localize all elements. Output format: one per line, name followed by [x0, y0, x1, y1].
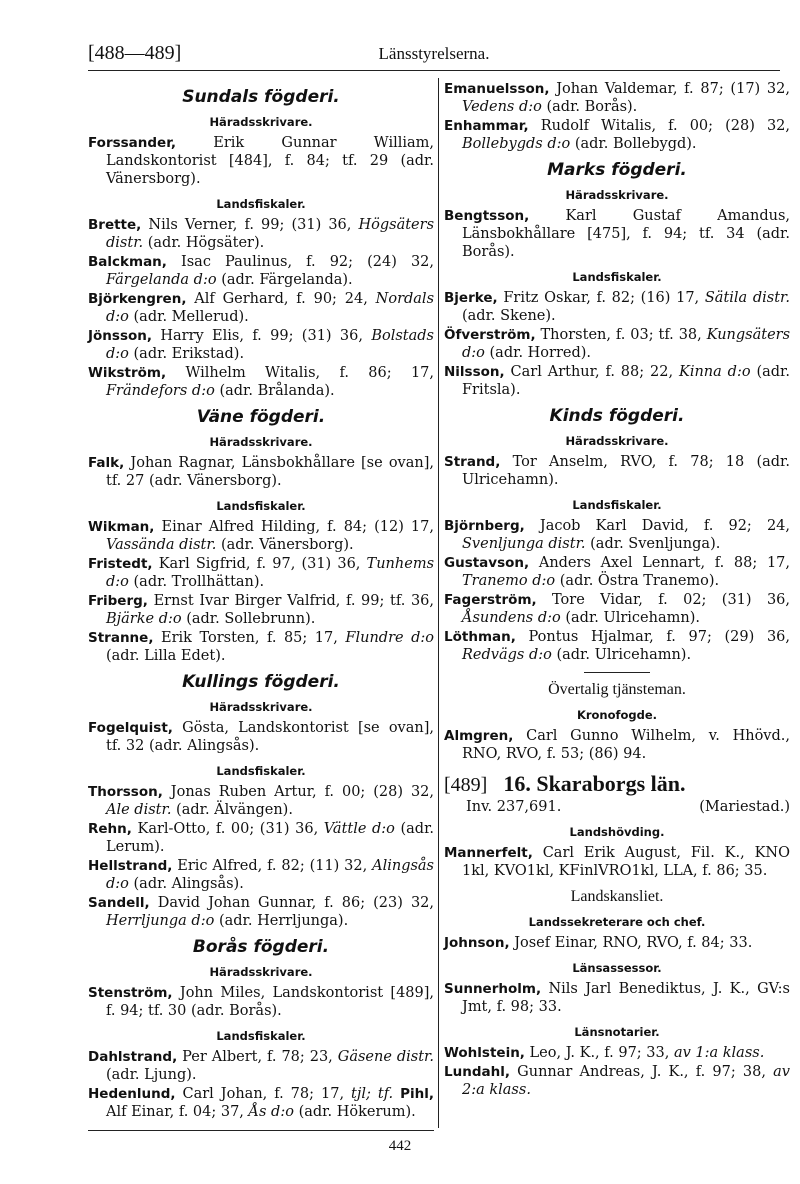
person-name: Gustavson,	[444, 555, 530, 571]
district-name: Redvägs d:o	[462, 647, 552, 663]
person-name: Brette,	[88, 217, 142, 233]
entry-text: Josef Einar, RNO, RVO, f. 84; 33.	[514, 935, 753, 951]
office-heading: Häradsskrivare.	[209, 115, 313, 129]
entry-text: Wilhelm Witalis, f. 86; 17,	[185, 365, 434, 381]
entry-text: Harry Elis, f. 99; (31) 36,	[160, 328, 363, 344]
entry-address: (adr. Lilla Edet).	[106, 648, 226, 664]
person-name: Emanuelsson,	[444, 81, 550, 97]
entry-address: (adr. Mellerud).	[133, 309, 249, 325]
person-entry	[88, 253, 434, 289]
district-name: Herrljunga d:o	[106, 913, 215, 929]
person-name: Björnberg,	[444, 518, 525, 534]
person-entry	[88, 629, 434, 665]
office-heading: Landssekreterare och chef.	[528, 915, 706, 929]
entry-address: (adr. Ljung).	[106, 1067, 197, 1083]
entry-text: Carl Arthur, f. 88; 22,	[510, 364, 674, 380]
person-name: Rehn,	[88, 821, 132, 837]
person-entry	[444, 1063, 790, 1099]
entry-text: Per Albert, f. 78; 23,	[182, 1049, 333, 1065]
entry-text: Karl-Otto, f. 00; (31) 36,	[137, 821, 319, 837]
county-page-ref: [489]	[444, 774, 488, 796]
district-name: Vättle d:o	[323, 821, 395, 837]
entry-address: (adr. Trollhättan).	[133, 574, 265, 590]
person-entry	[444, 628, 790, 664]
person-name: Forssander,	[88, 135, 177, 151]
district-name: Bjärke d:o	[106, 611, 182, 627]
entry-address: (adr. Bollebygd).	[574, 136, 697, 152]
person-name: Balckman,	[88, 254, 167, 270]
district-name: Ale distr.	[106, 802, 172, 818]
entry-note: tjl; tf.	[351, 1086, 394, 1102]
district-name: Flundre d:o	[345, 630, 434, 646]
person-name: Falk,	[88, 455, 125, 471]
entry-address: (adr. Herrljunga).	[218, 913, 349, 929]
district-name: Bollebygds d:o	[462, 136, 571, 152]
person-entry	[444, 517, 790, 553]
county-heading	[444, 771, 790, 796]
person-entry	[88, 290, 434, 326]
district-name: Åsundens d:o	[462, 610, 561, 626]
page-header	[88, 40, 780, 71]
entry-text: Nils Jarl Benediktus, J. K., GV:s Jmt, f. 98; 33.	[462, 981, 790, 1015]
person-entry	[444, 980, 790, 1016]
entry-text: Pontus Hjalmar, f. 97; (29) 36,	[528, 629, 790, 645]
district-title: Kullings fögderi.	[182, 672, 340, 692]
section-title: Övertalig tjänsteman.	[548, 681, 686, 698]
county-title: 16. Skaraborgs län.	[503, 771, 686, 796]
page-numbers: [488—489]	[88, 42, 182, 64]
entry-address: (adr. Östra Tranemo).	[559, 573, 720, 589]
entry-text: Jonas Ruben Artur, f. 00; (28) 32,	[170, 784, 435, 800]
office-heading: Kronofogde.	[576, 708, 658, 722]
entry-address: (adr. Vänersborg).	[220, 537, 354, 553]
district-name: Alingsås d:o	[106, 858, 435, 892]
person-entry	[88, 555, 434, 591]
entry-address: (adr. Brålanda).	[219, 383, 335, 399]
entry-address: (adr. Hökerum).	[298, 1104, 416, 1120]
entry-text: Johan Valdemar, f. 87; (17) 32,	[556, 81, 790, 97]
entry-text: Jacob Karl David, f. 92; 24,	[539, 518, 791, 534]
district-name: Sätila distr.	[704, 290, 791, 306]
person-name: Dahlstrand,	[88, 1049, 178, 1065]
entry-text: Tore Vidar, f. 02; (31) 36,	[552, 592, 790, 608]
person-entry	[88, 364, 434, 400]
person-entry	[88, 719, 434, 755]
entry-address: (adr. Färgelanda).	[221, 272, 353, 288]
entry-text: Karl Sigfrid, f. 97, (31) 36,	[158, 556, 361, 572]
person-entry	[88, 1048, 434, 1084]
district-name: Färgelanda d:o	[106, 272, 217, 288]
person-entry	[444, 591, 790, 627]
district-title: Borås fögderi.	[192, 937, 330, 957]
person-name: Löthman,	[444, 629, 516, 645]
person-entry	[444, 844, 790, 880]
entry-text: Tor Anselm, RVO, f. 78; 18 (adr. Ulricehamn).	[462, 454, 791, 488]
person-name: Öfverström,	[444, 327, 536, 343]
entry-address: (adr. Ulricehamn).	[565, 610, 700, 626]
office-heading: Landsfiskaler.	[216, 499, 306, 513]
entry-address: (adr. Alingsås).	[133, 876, 244, 892]
district-name: Svenljunga distr.	[462, 536, 586, 552]
person-entry	[444, 727, 790, 763]
office-heading: Landsfiskaler.	[216, 197, 306, 211]
entry-text: Carl Gunno Wilhelm, v. Hhövd., RNO, RVO, f. 53; (86) 94.	[462, 728, 790, 762]
entry-text: Rudolf Witalis, f. 00; (28) 32,	[540, 118, 790, 134]
entry-text: Erik Torsten, f. 85; 17,	[160, 630, 338, 646]
person-name: Almgren,	[444, 728, 514, 744]
person-name: Hellstrand,	[88, 858, 173, 874]
person-name: Pihl,	[400, 1086, 435, 1102]
person-name: Lundahl,	[444, 1064, 510, 1080]
entry-address: (adr. Svenljunga).	[590, 536, 721, 552]
person-name: Mannerfelt,	[444, 845, 533, 861]
entry-text: Alf Gerhard, f. 90; 24,	[194, 291, 368, 307]
entry-address: (adr. Älvängen).	[176, 802, 293, 818]
office-heading: Landsfiskaler.	[216, 764, 306, 778]
person-entry	[88, 454, 434, 490]
person-name: Enhammar,	[444, 118, 529, 134]
district-title: Sundals fögderi.	[182, 87, 340, 107]
entry-text: Isac Paulinus, f. 92; (24) 32,	[181, 254, 434, 270]
office-heading: Landsfiskaler.	[572, 498, 662, 512]
entry-text: Carl Johan, f. 78; 17,	[182, 1086, 345, 1102]
person-name: Strand,	[444, 454, 501, 470]
person-entry	[88, 984, 434, 1020]
office-heading: Landshövding.	[569, 825, 665, 839]
person-entry	[88, 894, 434, 930]
entry-text: Leo, J. K., f. 97; 33,	[529, 1045, 670, 1061]
left-column	[88, 80, 434, 1122]
district-name: Tunhems d:o	[106, 556, 435, 590]
district-name: Bolstads d:o	[106, 328, 435, 362]
person-entry	[88, 857, 434, 893]
entry-address: (adr. Högsäter).	[147, 235, 265, 251]
running-title: Länsstyrelserna.	[378, 44, 490, 63]
right-column	[444, 80, 790, 1100]
district-name: Gäsene distr.	[337, 1049, 435, 1065]
section-title: Landskansliet.	[570, 888, 664, 905]
district-name: Frändefors d:o	[106, 383, 215, 399]
entry-text: Carl Erik August, Fil. K., KNO 1kl, KVO1kl, KFinlVRO1kl, LLA, f. 86; 35.	[462, 845, 790, 879]
person-entry	[444, 117, 790, 153]
district-name: Högsäters distr.	[106, 217, 435, 251]
office-heading: Landsfiskaler.	[572, 270, 662, 284]
entry-text: John Miles, Landskontorist [489], f. 94; tf. 30 (adr. Borås).	[106, 985, 435, 1019]
entry-address: (adr. Ulricehamn).	[556, 647, 692, 663]
entry-address: (adr. Horred).	[489, 345, 592, 361]
person-entry	[88, 1085, 434, 1121]
person-entry	[88, 783, 434, 819]
entry-text: Karl Gustaf Amandus, Länsbokhållare [475], f. 94; tf. 34 (adr. Borås).	[462, 208, 790, 260]
office-heading: Häradsskrivare.	[209, 965, 313, 979]
person-name: Bengtsson,	[444, 208, 530, 224]
entry-address: (adr. Sollebrunn).	[186, 611, 316, 627]
person-name: Sunnerholm,	[444, 981, 542, 997]
office-heading: Häradsskrivare.	[209, 700, 313, 714]
entry-text: Thorsten, f. 03; tf. 38,	[540, 327, 702, 343]
person-entry	[444, 554, 790, 590]
person-name: Thorsson,	[88, 784, 163, 800]
district-name: Nordals d:o	[106, 291, 435, 325]
county-seat: (Mariestad.)	[699, 799, 790, 815]
entry-address: (adr. Fritsla).	[462, 364, 790, 398]
entry-text: Ernst Ivar Birger Valfrid, f. 99; tf. 36,	[153, 593, 435, 609]
person-entry	[444, 289, 790, 325]
person-name: Jönsson,	[88, 328, 152, 344]
bottom-rule	[88, 1130, 434, 1131]
folio-number: 442	[388, 1138, 412, 1154]
district-name: Kungsäters d:o	[462, 327, 791, 361]
office-heading: Länsnotarier.	[574, 1025, 660, 1039]
person-name: Hedenlund,	[88, 1086, 176, 1102]
district-title: Kinds fögderi.	[549, 406, 685, 426]
person-entry	[444, 453, 790, 489]
person-entry	[88, 820, 434, 856]
entry-note: av 1:a klass.	[673, 1045, 765, 1061]
office-heading: Häradsskrivare.	[565, 434, 669, 448]
entry-text: Nils Verner, f. 99; (31) 36,	[148, 217, 352, 233]
county-info	[444, 798, 790, 816]
office-heading: Länsassessor.	[572, 961, 662, 975]
entry-text: Einar Alfred Hilding, f. 84; (12) 17,	[161, 519, 434, 535]
office-heading: Häradsskrivare.	[565, 188, 669, 202]
entry-address: (adr. Erikstad).	[133, 346, 245, 362]
person-name: Bjerke,	[444, 290, 498, 306]
person-entry	[88, 592, 434, 628]
district-name: Vassända distr.	[106, 537, 217, 553]
person-entry	[444, 326, 790, 362]
person-entry	[444, 207, 790, 261]
person-entry	[444, 80, 790, 116]
person-name: Nilsson,	[444, 364, 505, 380]
district-title: Väne fögderi.	[196, 407, 326, 427]
column-divider	[438, 78, 439, 1128]
person-name: Björkengren,	[88, 291, 187, 307]
inhabitants: Inv. 237,691.	[466, 799, 562, 815]
entry-text: Anders Axel Lennart, f. 88; 17,	[538, 555, 790, 571]
entry-address: (adr. Skene).	[462, 308, 556, 324]
person-entry	[444, 1044, 790, 1062]
entry-note: av 2:a klass.	[462, 1064, 790, 1098]
person-name: Wikman,	[88, 519, 155, 535]
district-name: Kinna d:o	[679, 364, 751, 380]
entry-text: Gösta, Landskontorist [se ovan], tf. 32 (adr. Alingsås).	[106, 720, 434, 754]
person-name: Fogelquist,	[88, 720, 173, 736]
person-name: Fagerström,	[444, 592, 537, 608]
entry-address: (adr. Borås).	[546, 99, 638, 115]
office-heading: Häradsskrivare.	[209, 435, 313, 449]
person-name: Stranne,	[88, 630, 154, 646]
person-name: Fristedt,	[88, 556, 153, 572]
person-entry	[88, 216, 434, 252]
entry-text: Gunnar Andreas, J. K., f. 97; 38,	[517, 1064, 766, 1080]
entry-text: Erik Gunnar William, Landskontorist [484], f. 84; tf. 29 (adr. Vänersborg).	[106, 135, 434, 187]
district-name: Vedens d:o	[462, 99, 542, 115]
person-entry	[88, 327, 434, 363]
person-entry	[88, 518, 434, 554]
entry-text: Fritz Oskar, f. 82; (16) 17,	[503, 290, 700, 306]
person-name: Friberg,	[88, 593, 148, 609]
person-name: Wohlstein,	[444, 1045, 525, 1061]
entry-text: David Johan Gunnar, f. 86; (23) 32,	[157, 895, 434, 911]
person-entry	[88, 134, 434, 188]
person-entry	[444, 934, 790, 952]
person-name: Stenström,	[88, 985, 173, 1001]
entry-text: Eric Alfred, f. 82; (11) 32,	[177, 858, 368, 874]
person-name: Johnson,	[444, 935, 510, 951]
district-name: Ås d:o	[248, 1104, 294, 1120]
section-separator	[584, 672, 650, 673]
office-heading: Landsfiskaler.	[216, 1029, 306, 1043]
person-entry	[444, 363, 790, 399]
person-name: Wikström,	[88, 365, 167, 381]
entry-text: Johan Ragnar, Länsbokhållare [se ovan], tf. 27 (adr. Vänersborg).	[106, 455, 434, 489]
district-name: Tranemo d:o	[462, 573, 556, 589]
entry-address: (adr. Lerum).	[106, 821, 435, 855]
entry-text: Alf Einar, f. 04; 37,	[106, 1104, 244, 1120]
district-title: Marks fögderi.	[547, 160, 687, 180]
person-name: Sandell,	[88, 895, 150, 911]
